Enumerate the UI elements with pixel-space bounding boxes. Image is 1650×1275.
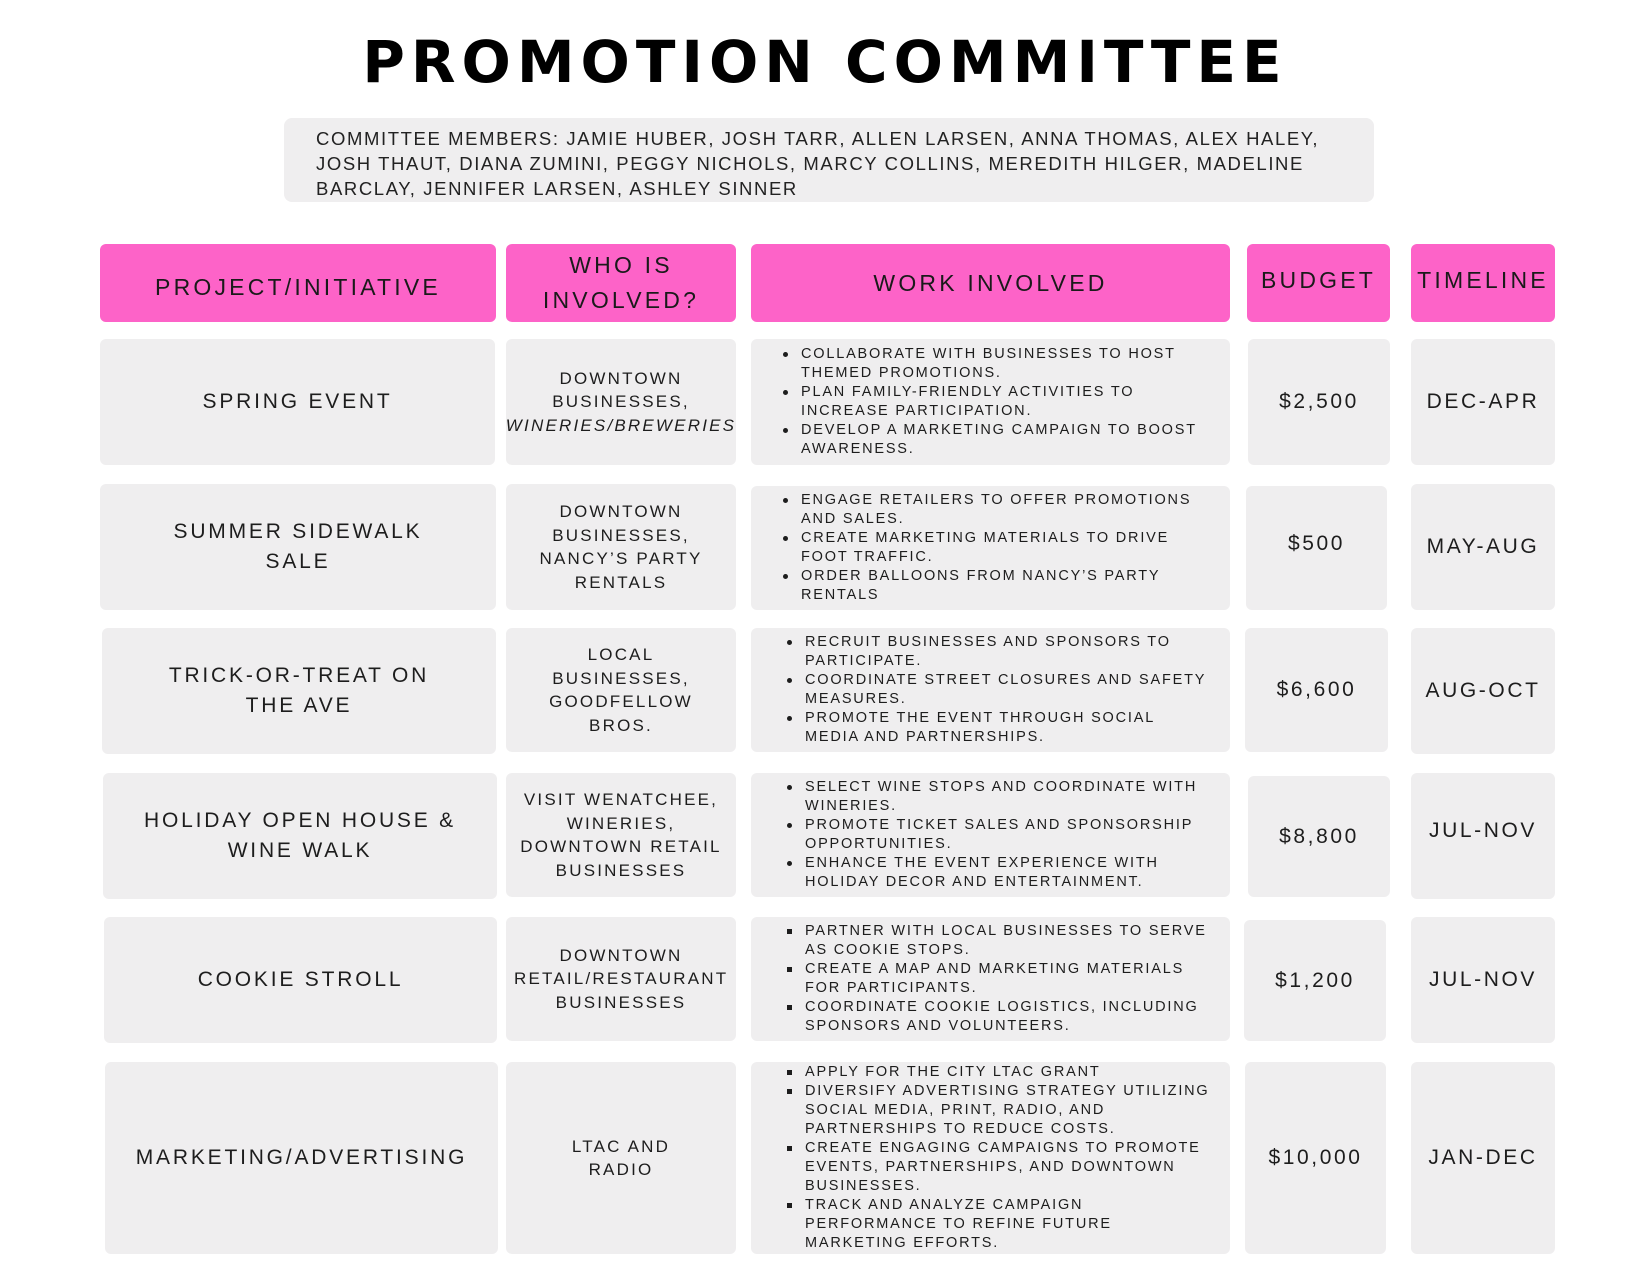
work-cell	[751, 628, 1230, 752]
work-list	[785, 922, 1210, 1036]
who-cell: DOWNTOWN BUSINESSES, NANCY’S PARTY RENTALS	[506, 484, 736, 610]
header-budget: BUDGET	[1247, 244, 1390, 322]
project-cell: MARKETING/ADVERTISING	[105, 1062, 498, 1254]
work-item: CREATE A MAP AND MARKETING MATERIALS FOR PARTICIPANTS.	[785, 960, 1210, 998]
who-cell: DOWNTOWN RETAIL/RESTAURANT BUSINESSES	[506, 917, 736, 1041]
budget-cell: $10,000	[1245, 1062, 1386, 1254]
work-cell	[751, 339, 1230, 465]
work-item: PROMOTE THE EVENT THROUGH SOCIAL MEDIA AND PARTNERSHIPS.	[785, 709, 1210, 747]
work-item: SELECT WINE STOPS AND COORDINATE WITH WINERIES.	[785, 778, 1210, 816]
header-timeline: TIMELINE	[1411, 244, 1555, 322]
project-cell: HOLIDAY OPEN HOUSE & WINE WALK	[103, 773, 497, 899]
work-item: ENGAGE RETAILERS TO OFFER PROMOTIONS AND SALES.	[781, 491, 1210, 529]
header-work: WORK INVOLVED	[751, 244, 1230, 322]
budget-cell: $6,600	[1245, 628, 1388, 752]
timeline-cell: AUG-OCT	[1411, 628, 1555, 754]
timeline-cell: JAN-DEC	[1411, 1062, 1555, 1254]
work-list	[785, 1063, 1210, 1253]
work-item: COLLABORATE WITH BUSINESSES TO HOST THEMED PROMOTIONS.	[781, 345, 1210, 383]
header-project: PROJECT/INITIATIVE	[100, 244, 496, 322]
work-item: CREATE ENGAGING CAMPAIGNS TO PROMOTE EVENTS, PARTNERSHIPS, AND DOWNTOWN BUSINESSES.	[785, 1139, 1210, 1196]
page-title: PROMOTION COMMITTEE	[362, 28, 1288, 96]
work-item: APPLY FOR THE CITY LTAC GRANT	[785, 1063, 1210, 1082]
timeline-cell: DEC-APR	[1411, 339, 1555, 465]
work-item: COORDINATE STREET CLOSURES AND SAFETY MEASURES.	[785, 671, 1210, 709]
work-item: ENHANCE THE EVENT EXPERIENCE WITH HOLIDAY DECOR AND ENTERTAINMENT.	[785, 854, 1210, 892]
work-list	[781, 491, 1210, 605]
who-cell: LOCAL BUSINESSES, GOODFELLOW BROS.	[506, 628, 736, 752]
budget-cell: $8,800	[1248, 776, 1390, 897]
budget-cell: $2,500	[1248, 339, 1390, 465]
committee-members: COMMITTEE MEMBERS: JAMIE HUBER, JOSH TARR, ALLEN LARSEN, ANNA THOMAS, ALEX HALEY, JOSH THAUT, DIANA ZUMINI, PEGGY NICHOLS, MARCY COLLINS, MEREDITH HILGER, MADELINE BARCLAY, JENNIFER LARSEN, ASHLEY SINNER	[284, 118, 1374, 202]
work-item: PROMOTE TICKET SALES AND SPONSORSHIP OPPORTUNITIES.	[785, 816, 1210, 854]
work-cell	[751, 917, 1230, 1041]
who-cell: LTAC AND RADIO	[506, 1062, 736, 1254]
work-list	[781, 345, 1210, 459]
who-text: DOWNTOWN BUSINESSES,	[552, 368, 690, 412]
work-item: ORDER BALLOONS FROM NANCY’S PARTY RENTALS	[781, 567, 1210, 605]
who-cell: VISIT WENATCHEE, WINERIES, DOWNTOWN RETAIL BUSINESSES	[506, 773, 736, 897]
who-cell	[506, 339, 736, 465]
budget-cell: $1,200	[1244, 920, 1386, 1041]
timeline-cell: MAY-AUG	[1411, 484, 1555, 610]
project-cell: COOKIE STROLL	[104, 917, 497, 1043]
who-italic-text: WINERIES/BREWERIES	[505, 415, 737, 435]
work-item: TRACK AND ANALYZE CAMPAIGN PERFORMANCE TO REFINE FUTURE MARKETING EFFORTS.	[785, 1196, 1210, 1253]
work-list	[785, 633, 1210, 747]
project-cell: TRICK-OR-TREAT ON THE AVE	[102, 628, 496, 754]
budget-cell: $500	[1246, 486, 1387, 610]
work-cell	[751, 486, 1230, 610]
work-list	[785, 778, 1210, 892]
work-item: CREATE MARKETING MATERIALS TO DRIVE FOOT TRAFFIC.	[781, 529, 1210, 567]
work-item: RECRUIT BUSINESSES AND SPONSORS TO PARTICIPATE.	[785, 633, 1210, 671]
work-item: DIVERSIFY ADVERTISING STRATEGY UTILIZING SOCIAL MEDIA, PRINT, RADIO, AND PARTNERSHIPS TO REDUCE COSTS.	[785, 1082, 1210, 1139]
work-item: DEVELOP A MARKETING CAMPAIGN TO BOOST AWARENESS.	[781, 421, 1210, 459]
timeline-cell: JUL-NOV	[1411, 773, 1555, 899]
work-item: PLAN FAMILY-FRIENDLY ACTIVITIES TO INCREASE PARTICIPATION.	[781, 383, 1210, 421]
work-item: COORDINATE COOKIE LOGISTICS, INCLUDING SPONSORS AND VOLUNTEERS.	[785, 998, 1210, 1036]
work-item: PARTNER WITH LOCAL BUSINESSES TO SERVE AS COOKIE STOPS.	[785, 922, 1210, 960]
work-cell	[751, 1062, 1230, 1254]
header-who: WHO IS INVOLVED?	[506, 244, 736, 322]
project-cell: SUMMER SIDEWALK SALE	[100, 484, 496, 610]
work-cell	[751, 773, 1230, 897]
timeline-cell: JUL-NOV	[1411, 917, 1555, 1043]
project-cell: SPRING EVENT	[100, 339, 495, 465]
